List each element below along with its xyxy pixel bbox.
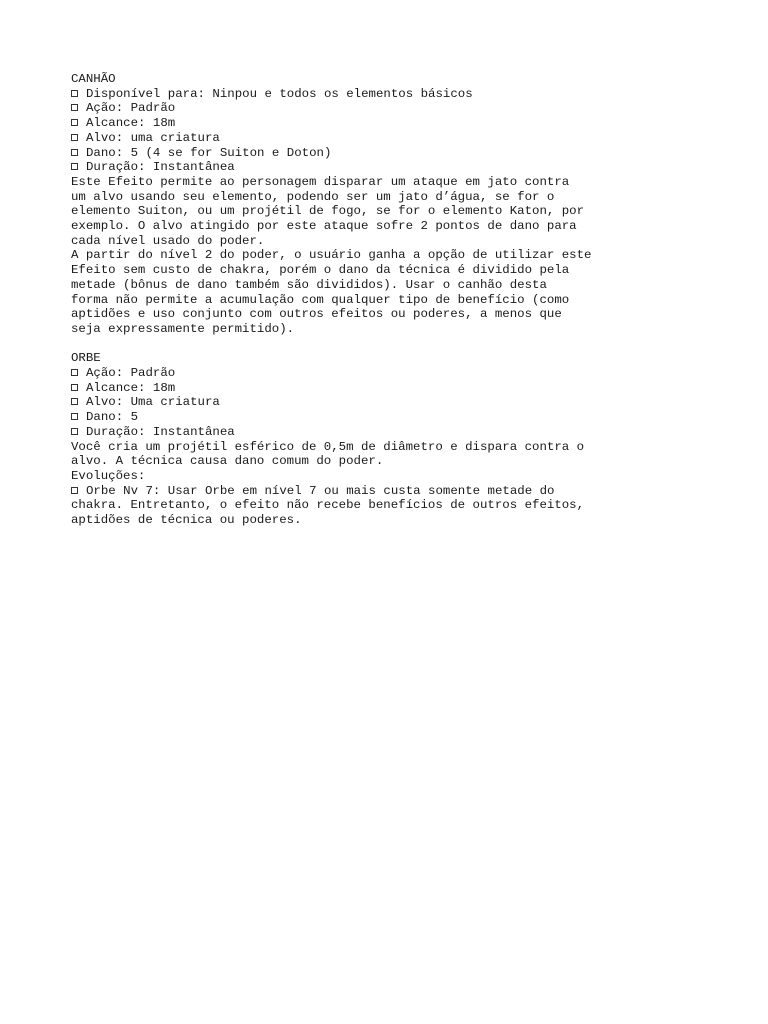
- square-bullet-icon: [71, 163, 78, 170]
- bullet-text: Ação: Padrão: [86, 366, 176, 381]
- bullet-item: [71, 87, 691, 102]
- section-title-orbe: ORBE: [71, 351, 101, 366]
- paragraph-line: alvo. A técnica causa dano comum do poder.: [71, 454, 384, 469]
- bullet-text: Dano: 5 (4 se for Suiton e Doton): [86, 145, 332, 160]
- section-title-canhao: CANHÃO: [71, 72, 116, 86]
- document-page: [71, 72, 691, 528]
- paragraph-line: Você cria um projétil esférico de 0,5m de diâmetro e dispara contra o: [71, 439, 585, 454]
- bullet-item: [71, 101, 691, 116]
- evolution-continuation-line: chakra. Entretanto, o efeito não recebe benefícios de outros efeitos,: [71, 498, 585, 513]
- paragraph-line: Efeito sem custo de chakra, porém o dano da técnica é dividido pela: [71, 263, 570, 278]
- paragraph-line: forma não permite a acumulação com qualquer tipo de benefício (como: [71, 292, 570, 307]
- square-bullet-icon: [71, 398, 78, 405]
- bullet-text: Duração: Instantânea: [86, 160, 235, 175]
- section-spacer: [71, 337, 691, 352]
- paragraph-line: um alvo usando seu elemento, podendo ser um jato d’água, se for o: [71, 189, 555, 204]
- bullet-item: [71, 395, 691, 410]
- square-bullet-icon: [71, 104, 78, 111]
- paragraph-line: A partir do nível 2 do poder, o usuário ganha a opção de utilizar este: [71, 248, 592, 263]
- square-bullet-icon: [71, 90, 78, 97]
- bullet-item: [71, 366, 691, 381]
- square-bullet-icon: [71, 428, 78, 435]
- evolution-item: [71, 484, 691, 499]
- bullet-text: Orbe Nv 7: Usar Orbe em nível 7 ou mais custa somente metade do: [86, 483, 555, 498]
- bullet-item: [71, 425, 691, 440]
- bullet-item: [71, 410, 691, 425]
- bullet-text: Alcance: 18m: [86, 116, 176, 131]
- bullet-item: [71, 160, 691, 175]
- paragraph-line: exemplo. O alvo atingido por este ataque sofre 2 pontos de dano para: [71, 219, 577, 234]
- bullet-text: Alvo: Uma criatura: [86, 395, 220, 410]
- square-bullet-icon: [71, 369, 78, 376]
- square-bullet-icon: [71, 134, 78, 141]
- evolutions-heading: Evoluções:: [71, 468, 146, 483]
- evolution-continuation-line: aptidões de técnica ou poderes.: [71, 513, 302, 528]
- bullet-item: [71, 146, 691, 161]
- bullet-text: Duração: Instantânea: [86, 424, 235, 439]
- bullet-text: Alcance: 18m: [86, 380, 176, 395]
- paragraph-line: Este Efeito permite ao personagem disparar um ataque em jato contra: [71, 174, 570, 189]
- paragraph-line: aptidões e uso conjunto com outros efeitos ou poderes, a menos que: [71, 307, 562, 322]
- square-bullet-icon: [71, 487, 78, 494]
- section-paragraph-orbe: [71, 440, 691, 469]
- paragraph-line: cada nível usado do poder.: [71, 233, 265, 248]
- paragraph-line: seja expressamente permitido).: [71, 321, 295, 336]
- bullet-item: [71, 131, 691, 146]
- bullet-item: [71, 381, 691, 396]
- square-bullet-icon: [71, 384, 78, 391]
- square-bullet-icon: [71, 413, 78, 420]
- square-bullet-icon: [71, 149, 78, 156]
- bullet-text: Alvo: uma criatura: [86, 130, 220, 145]
- bullet-item: [71, 116, 691, 131]
- section-paragraph-canhao: [71, 175, 691, 337]
- paragraph-line: elemento Suiton, ou um projétil de fogo, se for o elemento Katon, por: [71, 204, 585, 219]
- paragraph-line: metade (bônus de dano também são divididos). Usar o canhão desta: [71, 277, 547, 292]
- section-canhao: [71, 72, 691, 337]
- section-orbe: [71, 351, 691, 527]
- bullet-text: Ação: Padrão: [86, 101, 176, 116]
- bullet-text: Dano: 5: [86, 410, 139, 425]
- bullet-text: Disponível para: Ninpou e todos os elementos básicos: [86, 86, 473, 101]
- square-bullet-icon: [71, 119, 78, 126]
